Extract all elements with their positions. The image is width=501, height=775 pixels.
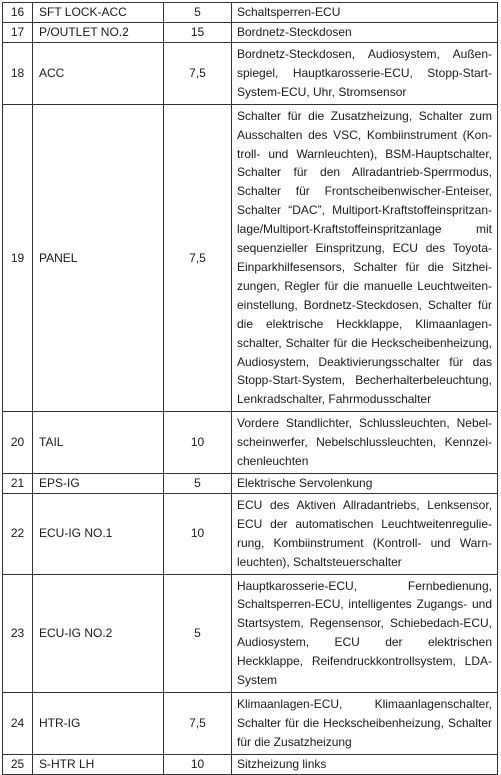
table-row <box>3 473 498 493</box>
fuse-table <box>2 2 498 775</box>
fuse-circuit: Bordnetz-Steckdosen, Audiosystem, Außenspiegel, Hauptkarosserie-ECU, Stopp-Start-System-ECU, Uhr, Stromsensor <box>232 43 498 105</box>
fuse-number: 17 <box>3 23 33 43</box>
table-row <box>3 412 498 474</box>
fuse-name: HTR-IG <box>33 693 164 755</box>
fuse-circuit: Bordnetz-Steckdosen <box>232 23 498 43</box>
fuse-name: S-HTR LH <box>33 754 164 774</box>
fuse-number: 21 <box>3 473 33 493</box>
fuse-circuit: Schalter für die Zusatzheizung, Schalter zum Ausschalten des VSC, Kombiinstrument (Kontroll- und Warnleuchten), BSM-Hauptschalter, Schalter für den Allradantrieb-Sperrmodus, Schalter für Frontscheibenwischer-Enteiser, Schalter “DAC”, Multiport-Kraftstoffeinspritzanlage/Multiport-Kraftstoffeinspritzanlage mit sequenzieller Einspritzung, ECU des Toyota-Einparkhilfesensors, Schalter für die Sitzheizungen, Regler für die manuelle Leuchtweiteneinstellung, Bordnetz-Steckdosen, Schalter für die elektrische Heckklappe, Klimaanlagenschalter, Schalter für die Heckscheibenheizung, Audiosystem, Deaktivierungsschalter für das Stopp-Start-System, Becherhalterbeleuchtung, Lenkradschalter, Fahrmodusschalter <box>232 104 498 412</box>
fuse-ampere: 5 <box>164 3 232 23</box>
fuse-ampere: 10 <box>164 412 232 474</box>
fuse-ampere: 15 <box>164 23 232 43</box>
fuse-number: 20 <box>3 412 33 474</box>
fuse-number: 19 <box>3 104 33 412</box>
fuse-circuit: Sitzheizung links <box>232 754 498 774</box>
table-row <box>3 574 498 692</box>
fuse-number: 16 <box>3 3 33 23</box>
fuse-ampere: 10 <box>164 754 232 774</box>
table-row <box>3 43 498 105</box>
fuse-name: P/OUTLET NO.2 <box>33 23 164 43</box>
fuse-ampere: 7,5 <box>164 104 232 412</box>
fuse-name: PANEL <box>33 104 164 412</box>
table-row <box>3 493 498 574</box>
fuse-name: SFT LOCK-ACC <box>33 3 164 23</box>
table-row <box>3 3 498 23</box>
fuse-number: 24 <box>3 693 33 755</box>
fuse-number: 18 <box>3 43 33 105</box>
fuse-circuit: Hauptkarosserie-ECU, Fernbedienung, Schaltsperren-ECU, intelligentes Zugangs- und Startsystem, Regensensor, Schiebedach-ECU, Audiosystem, ECU der elektrischen Heckklappe, Reifendruckkontrollsystem, LDA-System <box>232 574 498 692</box>
table-row <box>3 754 498 774</box>
fuse-number: 22 <box>3 493 33 574</box>
fuse-name: ECU-IG NO.1 <box>33 493 164 574</box>
fuse-ampere: 7,5 <box>164 693 232 755</box>
fuse-ampere: 7,5 <box>164 43 232 105</box>
fuse-ampere: 5 <box>164 473 232 493</box>
fuse-number: 25 <box>3 754 33 774</box>
fuse-circuit: Elektrische Servolenkung <box>232 473 498 493</box>
fuse-name: ECU-IG NO.2 <box>33 574 164 692</box>
fuse-name: ACC <box>33 43 164 105</box>
table-row <box>3 104 498 412</box>
fuse-table-body <box>3 3 498 775</box>
fuse-ampere: 5 <box>164 574 232 692</box>
fuse-circuit: Schaltsperren-ECU <box>232 3 498 23</box>
fuse-number: 23 <box>3 574 33 692</box>
fuse-circuit: Vordere Standlichter, Schlussleuchten, Nebelscheinwerfer, Nebelschlussleuchten, Kennzeichenleuchten <box>232 412 498 474</box>
fuse-name: EPS-IG <box>33 473 164 493</box>
fuse-circuit: Klimaanlagen-ECU, Klimaanlagenschalter, Schalter für die Heckscheibenheizung, Schalter für die Zusatzheizung <box>232 693 498 755</box>
table-row <box>3 23 498 43</box>
fuse-ampere: 10 <box>164 493 232 574</box>
fuse-name: TAIL <box>33 412 164 474</box>
fuse-circuit: ECU des Aktiven Allradantriebs, Lenksensor, ECU der automatischen Leuchtweitenregulierung, Kombiinstrument (Kontroll- und Warnleuchten), Schaltsteuerschalter <box>232 493 498 574</box>
table-row <box>3 693 498 755</box>
